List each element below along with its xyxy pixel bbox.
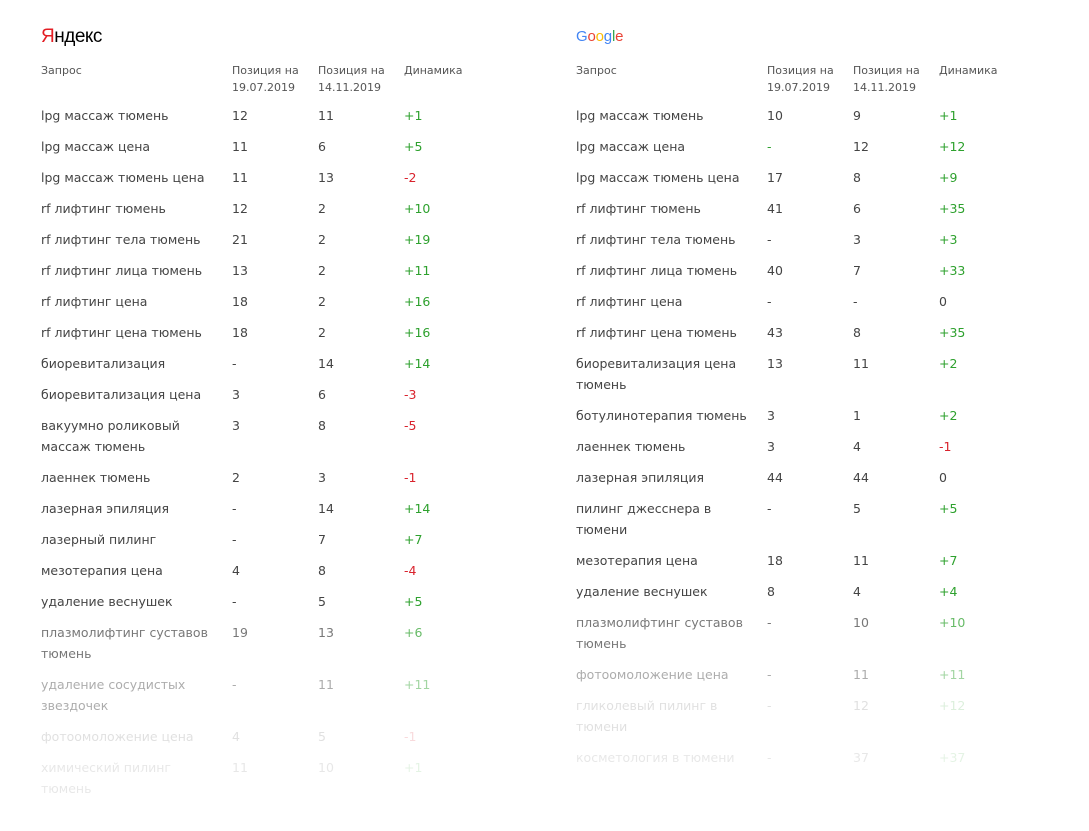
table-row bbox=[576, 322, 1019, 353]
table-row bbox=[576, 581, 1019, 612]
google-logo-letter: G bbox=[576, 28, 588, 45]
position-a-cell: 13 bbox=[232, 263, 248, 278]
dynamics-cell: +16 bbox=[404, 325, 431, 340]
position-b-cell: 6 bbox=[318, 387, 326, 402]
position-b-cell: 13 bbox=[318, 170, 334, 185]
table-row bbox=[41, 167, 484, 198]
position-b-cell: 6 bbox=[853, 201, 861, 216]
position-a-cell: 18 bbox=[232, 325, 248, 340]
dynamics-cell: +2 bbox=[939, 408, 958, 423]
header-position-b: Позиция на 14.11.2019 bbox=[853, 64, 920, 94]
table-row bbox=[576, 695, 1019, 747]
position-a-cell: 8 bbox=[767, 584, 775, 599]
query-cell: lpg массаж тюмень цена bbox=[41, 170, 205, 185]
position-b-cell: 7 bbox=[318, 532, 326, 547]
dynamics-cell: +6 bbox=[404, 625, 423, 640]
position-a-cell: - bbox=[767, 750, 772, 765]
query-cell: плазмолифтинг суставов тюмень bbox=[41, 625, 208, 661]
position-a-cell: 11 bbox=[232, 139, 248, 154]
table-row bbox=[41, 105, 484, 136]
dynamics-cell: +11 bbox=[404, 263, 431, 278]
query-cell: rf лифтинг цена тюмень bbox=[41, 325, 202, 340]
table-row bbox=[41, 260, 484, 291]
table-row bbox=[576, 105, 1019, 136]
yandex-logo-letter: Я bbox=[41, 26, 55, 47]
query-cell: химический пилинг тюмень bbox=[41, 760, 171, 796]
position-a-cell: 18 bbox=[767, 553, 783, 568]
header-position-a: Позиция на 19.07.2019 bbox=[232, 64, 299, 94]
query-cell: ботулинотерапия тюмень bbox=[576, 408, 747, 423]
position-b-cell: 11 bbox=[853, 356, 869, 371]
position-a-cell: 3 bbox=[767, 439, 775, 454]
table-row bbox=[41, 591, 484, 622]
dynamics-cell: +19 bbox=[404, 232, 431, 247]
dynamics-cell: -1 bbox=[404, 729, 417, 744]
position-b-cell: 10 bbox=[853, 615, 869, 630]
query-cell: lpg массаж тюмень цена bbox=[576, 170, 740, 185]
query-cell: rf лифтинг тюмень bbox=[41, 201, 166, 216]
table-row bbox=[576, 353, 1019, 405]
position-a-cell: - bbox=[767, 232, 772, 247]
table-row bbox=[41, 674, 484, 726]
query-cell: лаеннек тюмень bbox=[576, 439, 686, 454]
yandex-table-body bbox=[41, 105, 484, 809]
table-row bbox=[576, 136, 1019, 167]
dynamics-cell: +14 bbox=[404, 501, 431, 516]
dynamics-cell: +11 bbox=[404, 677, 431, 692]
table-row bbox=[41, 384, 484, 415]
dynamics-cell: +9 bbox=[939, 170, 958, 185]
position-a-cell: 12 bbox=[232, 108, 248, 123]
position-b-cell: 8 bbox=[318, 418, 326, 433]
position-a-cell: - bbox=[232, 677, 237, 692]
query-cell: лазерная эпиляция bbox=[41, 501, 170, 516]
google-logo-letter: g bbox=[603, 28, 612, 45]
position-b-cell: 14 bbox=[318, 356, 334, 371]
query-cell: биоревитализация цена тюмень bbox=[576, 356, 737, 392]
query-cell: биоревитализация bbox=[41, 356, 166, 371]
query-cell: гликолевый пилинг в тюмени bbox=[576, 698, 718, 734]
query-cell: мезотерапия цена bbox=[576, 553, 698, 568]
position-a-cell: 44 bbox=[767, 470, 783, 485]
position-a-cell: - bbox=[767, 501, 772, 516]
position-a-cell: - bbox=[767, 667, 772, 682]
dynamics-cell: +3 bbox=[939, 232, 958, 247]
table-row bbox=[576, 467, 1019, 498]
query-cell: rf лифтинг тела тюмень bbox=[41, 232, 201, 247]
position-b-cell: 2 bbox=[318, 232, 326, 247]
position-a-cell: 19 bbox=[232, 625, 248, 640]
query-cell: фотоомоложение цена bbox=[576, 667, 729, 682]
dynamics-cell: +5 bbox=[404, 139, 423, 154]
dynamics-cell: 0 bbox=[939, 294, 947, 309]
query-cell: лазерный пилинг bbox=[41, 532, 157, 547]
table-row bbox=[41, 560, 484, 591]
table-row bbox=[41, 136, 484, 167]
query-cell: rf лифтинг тела тюмень bbox=[576, 232, 736, 247]
position-a-cell: 17 bbox=[767, 170, 783, 185]
table-row bbox=[41, 229, 484, 260]
table-row bbox=[41, 622, 484, 674]
position-a-cell: - bbox=[232, 594, 237, 609]
position-a-cell: - bbox=[767, 139, 772, 154]
position-a-cell: - bbox=[767, 294, 772, 309]
header-query: Запрос bbox=[576, 64, 617, 77]
dynamics-cell: +10 bbox=[404, 201, 431, 216]
yandex-logo bbox=[41, 24, 484, 50]
position-a-cell: - bbox=[767, 615, 772, 630]
query-cell: биоревитализация цена bbox=[41, 387, 202, 402]
position-b-cell: 1 bbox=[853, 408, 861, 423]
query-cell: вакуумно роликовый массаж тюмень bbox=[41, 418, 180, 454]
dynamics-cell: +5 bbox=[404, 594, 423, 609]
table-row bbox=[41, 322, 484, 353]
header-dynamics: Динамика bbox=[404, 64, 463, 77]
query-cell: удаление сосудистых звездочек bbox=[41, 677, 186, 713]
position-a-cell: - bbox=[767, 698, 772, 713]
dynamics-cell: +37 bbox=[939, 750, 966, 765]
dynamics-cell: +35 bbox=[939, 325, 966, 340]
position-a-cell: 11 bbox=[232, 170, 248, 185]
position-a-cell: 3 bbox=[232, 418, 240, 433]
query-cell: lpg массаж тюмень bbox=[576, 108, 704, 123]
table-row bbox=[41, 291, 484, 322]
table-row bbox=[576, 167, 1019, 198]
google-panel bbox=[576, 24, 1019, 778]
google-logo bbox=[576, 24, 1019, 50]
dynamics-cell: +12 bbox=[939, 139, 966, 154]
position-a-cell: 3 bbox=[232, 387, 240, 402]
dynamics-cell: +1 bbox=[404, 108, 423, 123]
position-a-cell: 12 bbox=[232, 201, 248, 216]
query-cell: косметология в тюмени bbox=[576, 750, 735, 765]
position-b-cell: - bbox=[853, 294, 858, 309]
table-row bbox=[41, 726, 484, 757]
query-cell: lpg массаж тюмень bbox=[41, 108, 169, 123]
position-b-cell: 37 bbox=[853, 750, 869, 765]
position-b-cell: 11 bbox=[318, 677, 334, 692]
position-b-cell: 5 bbox=[318, 594, 326, 609]
dynamics-cell: 0 bbox=[939, 470, 947, 485]
header-position-a: Позиция на 19.07.2019 bbox=[767, 64, 834, 94]
position-b-cell: 4 bbox=[853, 584, 861, 599]
position-a-cell: 43 bbox=[767, 325, 783, 340]
google-table-body bbox=[576, 105, 1019, 778]
position-b-cell: 11 bbox=[318, 108, 334, 123]
position-a-cell: 4 bbox=[232, 729, 240, 744]
table-row bbox=[576, 550, 1019, 581]
table-row bbox=[576, 498, 1019, 550]
position-b-cell: 8 bbox=[853, 325, 861, 340]
position-b-cell: 2 bbox=[318, 325, 326, 340]
table-row bbox=[576, 229, 1019, 260]
dynamics-cell: -2 bbox=[404, 170, 417, 185]
position-a-cell: 2 bbox=[232, 470, 240, 485]
dynamics-cell: +14 bbox=[404, 356, 431, 371]
dynamics-cell: -5 bbox=[404, 418, 417, 433]
dynamics-cell: -3 bbox=[404, 387, 417, 402]
google-logo-letter: l bbox=[611, 28, 616, 45]
dynamics-cell: +2 bbox=[939, 356, 958, 371]
query-cell: rf лифтинг лица тюмень bbox=[41, 263, 203, 278]
query-cell: rf лифтинг цена bbox=[41, 294, 148, 309]
dynamics-cell: +1 bbox=[404, 760, 423, 775]
dynamics-cell: +4 bbox=[939, 584, 958, 599]
dynamics-cell: -4 bbox=[404, 563, 417, 578]
dynamics-cell: +11 bbox=[939, 667, 966, 682]
table-row bbox=[41, 498, 484, 529]
table-row bbox=[41, 757, 484, 809]
dynamics-cell: +5 bbox=[939, 501, 958, 516]
position-b-cell: 8 bbox=[853, 170, 861, 185]
yandex-panel bbox=[41, 24, 484, 809]
position-b-cell: 5 bbox=[318, 729, 326, 744]
position-b-cell: 8 bbox=[318, 563, 326, 578]
query-cell: rf лифтинг тюмень bbox=[576, 201, 701, 216]
position-b-cell: 2 bbox=[318, 294, 326, 309]
position-b-cell: 6 bbox=[318, 139, 326, 154]
position-b-cell: 2 bbox=[318, 263, 326, 278]
position-a-cell: 10 bbox=[767, 108, 783, 123]
dynamics-cell: +7 bbox=[404, 532, 423, 547]
table-row bbox=[576, 612, 1019, 664]
position-b-cell: 3 bbox=[318, 470, 326, 485]
table-row bbox=[41, 353, 484, 384]
position-b-cell: 9 bbox=[853, 108, 861, 123]
query-cell: rf лифтинг цена тюмень bbox=[576, 325, 737, 340]
table-row bbox=[41, 415, 484, 467]
position-b-cell: 11 bbox=[853, 667, 869, 682]
position-b-cell: 44 bbox=[853, 470, 869, 485]
table-row bbox=[576, 198, 1019, 229]
position-a-cell: 41 bbox=[767, 201, 783, 216]
position-b-cell: 10 bbox=[318, 760, 334, 775]
position-a-cell: - bbox=[232, 356, 237, 371]
yandex-logo-text: ндекс bbox=[54, 26, 102, 47]
google-logo-letter: o bbox=[595, 28, 604, 45]
position-b-cell: 13 bbox=[318, 625, 334, 640]
table-row bbox=[41, 467, 484, 498]
google-table-header bbox=[576, 62, 1019, 96]
position-a-cell: 4 bbox=[232, 563, 240, 578]
table-row bbox=[41, 529, 484, 560]
position-a-cell: 40 bbox=[767, 263, 783, 278]
dynamics-cell: -1 bbox=[404, 470, 417, 485]
header-dynamics: Динамика bbox=[939, 64, 998, 77]
position-a-cell: - bbox=[232, 501, 237, 516]
query-cell: фотоомоложение цена bbox=[41, 729, 194, 744]
header-position-b: Позиция на 14.11.2019 bbox=[318, 64, 385, 94]
google-logo-letter: o bbox=[587, 28, 596, 45]
table-row bbox=[41, 198, 484, 229]
position-a-cell: 18 bbox=[232, 294, 248, 309]
position-b-cell: 2 bbox=[318, 201, 326, 216]
position-b-cell: 5 bbox=[853, 501, 861, 516]
position-b-cell: 12 bbox=[853, 139, 869, 154]
dynamics-cell: +35 bbox=[939, 201, 966, 216]
query-cell: пилинг джесснера в тюмени bbox=[576, 501, 712, 537]
query-cell: lpg массаж цена bbox=[41, 139, 151, 154]
query-cell: lpg массаж цена bbox=[576, 139, 686, 154]
dynamics-cell: +12 bbox=[939, 698, 966, 713]
position-b-cell: 12 bbox=[853, 698, 869, 713]
position-b-cell: 14 bbox=[318, 501, 334, 516]
position-a-cell: 13 bbox=[767, 356, 783, 371]
position-a-cell: - bbox=[232, 532, 237, 547]
position-a-cell: 21 bbox=[232, 232, 248, 247]
query-cell: удаление веснушек bbox=[41, 594, 173, 609]
position-a-cell: 3 bbox=[767, 408, 775, 423]
table-row bbox=[576, 260, 1019, 291]
table-row bbox=[576, 436, 1019, 467]
dynamics-cell: +1 bbox=[939, 108, 958, 123]
dynamics-cell: +16 bbox=[404, 294, 431, 309]
table-row bbox=[576, 747, 1019, 778]
query-cell: rf лифтинг лица тюмень bbox=[576, 263, 738, 278]
position-b-cell: 4 bbox=[853, 439, 861, 454]
query-cell: мезотерапия цена bbox=[41, 563, 163, 578]
yandex-table-header bbox=[41, 62, 484, 96]
table-row bbox=[576, 291, 1019, 322]
header-query: Запрос bbox=[41, 64, 82, 77]
position-b-cell: 11 bbox=[853, 553, 869, 568]
query-cell: лазерная эпиляция bbox=[576, 470, 705, 485]
position-b-cell: 3 bbox=[853, 232, 861, 247]
dynamics-cell: +10 bbox=[939, 615, 966, 630]
table-row bbox=[576, 405, 1019, 436]
query-cell: плазмолифтинг суставов тюмень bbox=[576, 615, 743, 651]
dynamics-cell: +7 bbox=[939, 553, 958, 568]
query-cell: rf лифтинг цена bbox=[576, 294, 683, 309]
google-logo-letter: e bbox=[615, 28, 624, 45]
dynamics-cell: -1 bbox=[939, 439, 952, 454]
position-b-cell: 7 bbox=[853, 263, 861, 278]
query-cell: удаление веснушек bbox=[576, 584, 708, 599]
query-cell: лаеннек тюмень bbox=[41, 470, 151, 485]
table-row bbox=[576, 664, 1019, 695]
dynamics-cell: +33 bbox=[939, 263, 966, 278]
position-a-cell: 11 bbox=[232, 760, 248, 775]
